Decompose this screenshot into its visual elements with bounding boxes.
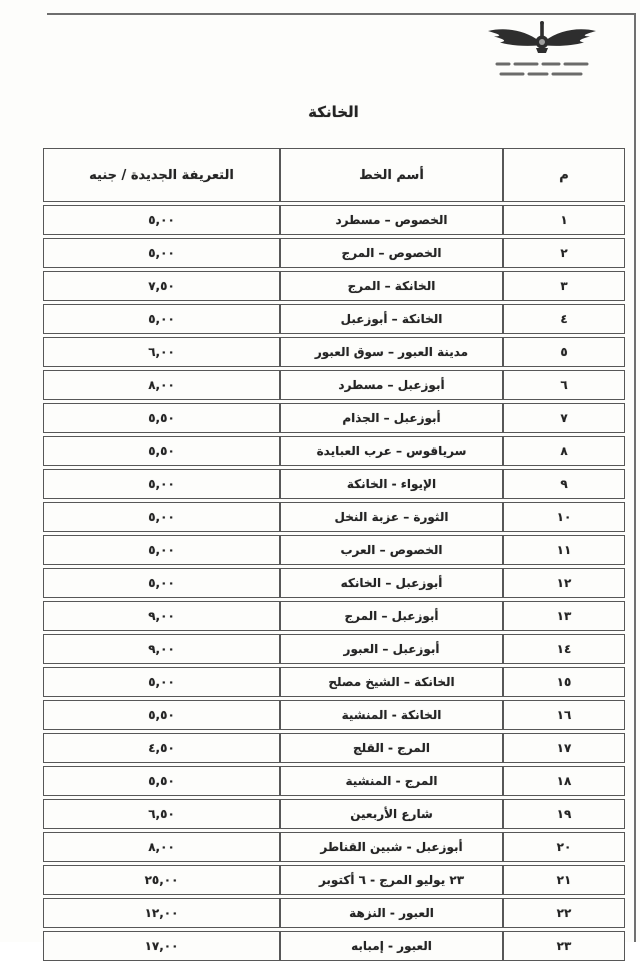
route-name: الإيواء - الخانكة (280, 469, 503, 499)
page-frame-top-line (47, 13, 636, 15)
row-index: ١٤ (503, 634, 625, 664)
table-row (43, 667, 625, 697)
fare-value: ٥,٠٠ (43, 238, 280, 268)
route-name: الخصوص – العرب (280, 535, 503, 565)
fare-value: ٥,٠٠ (43, 469, 280, 499)
route-name: الثورة – عزبة النخل (280, 502, 503, 532)
row-index: ١٣ (503, 601, 625, 631)
row-index: ٢٢ (503, 898, 625, 928)
route-name: الخانكة – الشيخ مصلح (280, 667, 503, 697)
table-row (43, 865, 625, 895)
table-header-row (43, 148, 625, 202)
row-index: ١٧ (503, 733, 625, 763)
fare-value: ٤,٥٠ (43, 733, 280, 763)
row-index: ٤ (503, 304, 625, 334)
route-name: سرياقوس – عرب العبايدة (280, 436, 503, 466)
route-name: أبوزعبل - شبين القناطر (280, 832, 503, 862)
fare-value: ٥,٠٠ (43, 535, 280, 565)
column-header-route: أسم الخط (280, 148, 503, 202)
route-name: أبوزعبل – العبور (280, 634, 503, 664)
row-index: ٢٣ (503, 931, 625, 961)
table-row (43, 304, 625, 334)
transport-authority-wings-emblem-icon (475, 18, 609, 90)
table-row (43, 601, 625, 631)
fare-value: ٦,٥٠ (43, 799, 280, 829)
route-name: الخانكة - المنشية (280, 700, 503, 730)
row-index: ٣ (503, 271, 625, 301)
route-name: مدينة العبور – سوق العبور (280, 337, 503, 367)
row-index: ٩ (503, 469, 625, 499)
fare-value: ٥,٥٠ (43, 403, 280, 433)
table-row (43, 568, 625, 598)
table-row (43, 403, 625, 433)
table-row (43, 634, 625, 664)
page-title: الخانكة (308, 103, 359, 121)
table-row (43, 898, 625, 928)
fare-value: ٥,٠٠ (43, 304, 280, 334)
route-name: أبوزعبل – مسطرد (280, 370, 503, 400)
table-row (43, 535, 625, 565)
row-index: ٢٠ (503, 832, 625, 862)
route-name: المرج - القلج (280, 733, 503, 763)
row-index: ١٢ (503, 568, 625, 598)
fare-value: ٩,٠٠ (43, 601, 280, 631)
fare-value: ٥,٠٠ (43, 667, 280, 697)
table-row (43, 832, 625, 862)
table-row (43, 469, 625, 499)
table-row (43, 436, 625, 466)
fare-value: ٥,٠٠ (43, 502, 280, 532)
page-frame-right-line (634, 13, 636, 942)
route-name: الخصوص – مسطرد (280, 205, 503, 235)
table-row (43, 700, 625, 730)
row-index: ١٨ (503, 766, 625, 796)
table-row (43, 370, 625, 400)
route-name: أبوزعبل – الجذام (280, 403, 503, 433)
fare-value: ٦,٠٠ (43, 337, 280, 367)
row-index: ٨ (503, 436, 625, 466)
fare-value: ٥,٥٠ (43, 700, 280, 730)
route-name: الخانكة – المرج (280, 271, 503, 301)
route-name: المرج - المنشية (280, 766, 503, 796)
fare-value: ٥,٥٠ (43, 436, 280, 466)
row-index: ٧ (503, 403, 625, 433)
fare-value: ١٢,٠٠ (43, 898, 280, 928)
fare-value: ٨,٠٠ (43, 832, 280, 862)
fare-value: ٥,٠٠ (43, 205, 280, 235)
route-name: العبور - إمبابه (280, 931, 503, 961)
route-name: أبوزعبل – المرج (280, 601, 503, 631)
route-name: أبوزعبل – الخانكه (280, 568, 503, 598)
column-header-fare: التعريفة الجديدة / جنيه (43, 148, 280, 202)
row-index: ١٩ (503, 799, 625, 829)
row-index: ١١ (503, 535, 625, 565)
fare-value: ٥,٥٠ (43, 766, 280, 796)
table-row (43, 502, 625, 532)
row-index: ٢١ (503, 865, 625, 895)
route-name: ٢٣ يوليو المرج - ٦ أكتوبر (280, 865, 503, 895)
fare-value: ٧,٥٠ (43, 271, 280, 301)
table-row (43, 931, 625, 961)
fare-value: ١٧,٠٠ (43, 931, 280, 961)
fare-value: ٢٥,٠٠ (43, 865, 280, 895)
logo-caption-smudge (497, 64, 587, 74)
row-index: ١ (503, 205, 625, 235)
table-row (43, 238, 625, 268)
table-row (43, 766, 625, 796)
fare-value: ٨,٠٠ (43, 370, 280, 400)
agency-logo (475, 18, 609, 90)
row-index: ١٠ (503, 502, 625, 532)
row-index: ٦ (503, 370, 625, 400)
column-header-index: م (503, 148, 625, 202)
table-row (43, 799, 625, 829)
fare-value: ٥,٠٠ (43, 568, 280, 598)
table-row (43, 271, 625, 301)
route-name: شارع الأربعين (280, 799, 503, 829)
route-name: الخصوص – المرج (280, 238, 503, 268)
fare-value: ٩,٠٠ (43, 634, 280, 664)
table-row (43, 205, 625, 235)
row-index: ١٥ (503, 667, 625, 697)
row-index: ٥ (503, 337, 625, 367)
row-index: ٢ (503, 238, 625, 268)
route-name: العبور - النزهة (280, 898, 503, 928)
route-name: الخانكة – أبوزعبل (280, 304, 503, 334)
table-row (43, 733, 625, 763)
table-row (43, 337, 625, 367)
fare-table (43, 145, 625, 964)
row-index: ١٦ (503, 700, 625, 730)
